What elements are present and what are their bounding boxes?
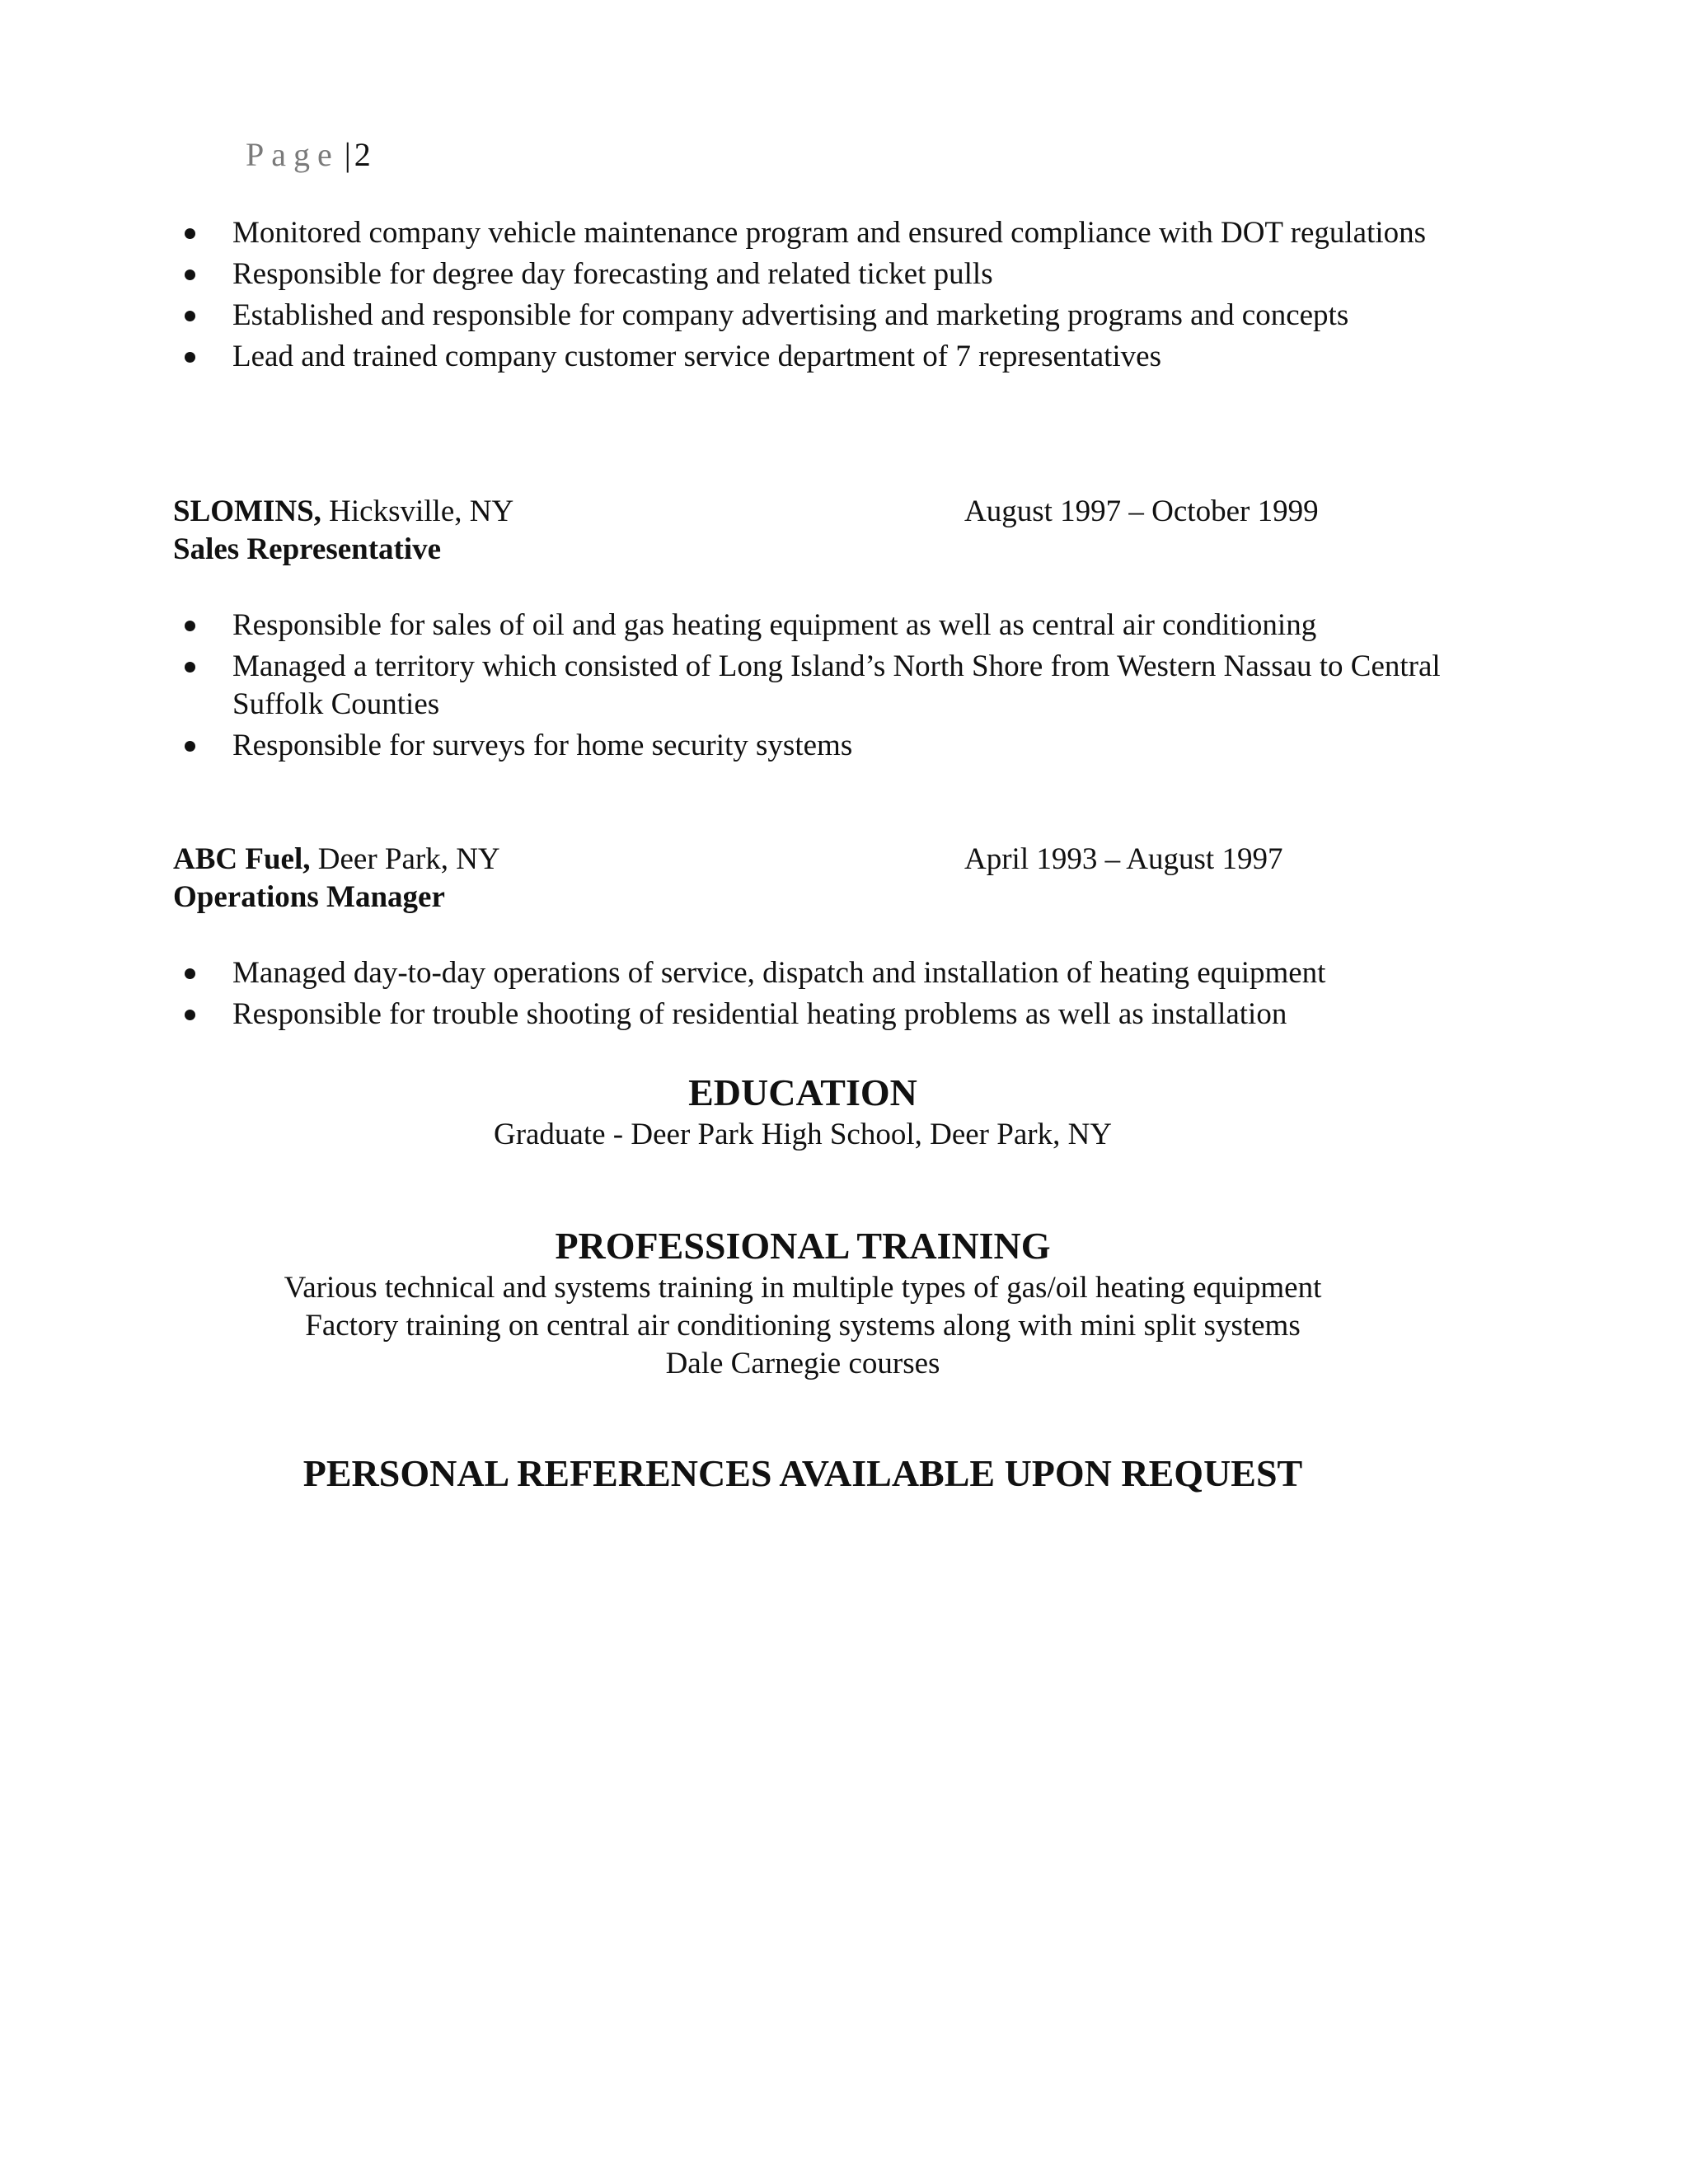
company-name: SLOMINS, xyxy=(173,494,321,528)
bullet-text: Established and responsible for company advertising and marketing programs and concepts xyxy=(232,298,1349,332)
bullet-text: Lead and trained company customer service department of 7 representatives xyxy=(232,340,1162,373)
list-item xyxy=(173,214,1442,252)
job-entry-abc-fuel xyxy=(173,841,1459,916)
references-note: PERSONAL REFERENCES AVAILABLE UPON REQUEST xyxy=(302,1452,1303,1494)
bullet-icon xyxy=(185,311,195,321)
company-location: Deer Park, NY xyxy=(310,842,500,876)
section-heading: EDUCATION xyxy=(688,1071,917,1113)
bullet-icon xyxy=(185,352,195,363)
job-bullet-list xyxy=(173,607,1442,768)
job-entry-slomins xyxy=(173,493,1459,569)
education-section xyxy=(0,1070,1606,1154)
bullet-text: Responsible for trouble shooting of residential heating problems as well as installation xyxy=(232,997,1287,1031)
training-section xyxy=(0,1223,1606,1383)
previous-job-bullet-list xyxy=(173,214,1442,379)
bullet-icon xyxy=(185,228,195,239)
page-label: Page xyxy=(246,136,340,173)
list-item xyxy=(173,338,1442,376)
list-item xyxy=(173,727,1442,765)
bullet-text: Managed a territory which consisted of Long Island’s North Shore from Western Nassau to Central Suffolk Counties xyxy=(232,649,1441,721)
bullet-text: Responsible for sales of oil and gas heating equipment as well as central air conditioning xyxy=(232,608,1317,642)
list-item xyxy=(173,255,1442,293)
bullet-icon xyxy=(185,741,195,752)
training-line: Dale Carnegie courses xyxy=(665,1347,940,1380)
page-header xyxy=(246,130,371,180)
bullet-text: Monitored company vehicle maintenance program and ensured compliance with DOT regulations xyxy=(232,216,1427,250)
bullet-icon xyxy=(185,1010,195,1020)
bullet-text: Responsible for degree day forecasting and related ticket pulls xyxy=(232,257,993,291)
job-title: Sales Representative xyxy=(173,532,442,566)
page-number: 2 xyxy=(354,136,371,173)
training-line: Factory training on central air conditioning systems along with mini split systems xyxy=(305,1309,1301,1343)
list-item xyxy=(173,297,1442,335)
company-location: Hicksville, NY xyxy=(321,494,514,528)
job-bullet-list xyxy=(173,954,1442,1037)
bullet-icon xyxy=(185,968,195,979)
bullet-icon xyxy=(185,269,195,280)
job-title: Operations Manager xyxy=(173,880,445,914)
bullet-text: Managed day-to-day operations of service, dispatch and installation of heating equipment xyxy=(232,956,1326,990)
job-dates: August 1997 – October 1999 xyxy=(964,494,1319,528)
company-name: ABC Fuel, xyxy=(173,842,311,876)
bullet-text: Responsible for surveys for home security systems xyxy=(232,729,853,762)
list-item xyxy=(173,648,1442,724)
list-item xyxy=(173,954,1442,992)
section-heading: PROFESSIONAL TRAINING xyxy=(555,1225,1051,1267)
education-line: Graduate - Deer Park High School, Deer Park, NY xyxy=(493,1118,1113,1151)
list-item xyxy=(173,607,1442,644)
job-dates: April 1993 – August 1997 xyxy=(964,842,1283,876)
bullet-icon xyxy=(185,621,195,631)
training-line: Various technical and systems training in multiple types of gas/oil heating equipment xyxy=(284,1271,1322,1305)
list-item xyxy=(173,996,1442,1033)
bullet-icon xyxy=(185,662,195,673)
page-separator: | xyxy=(344,136,351,173)
